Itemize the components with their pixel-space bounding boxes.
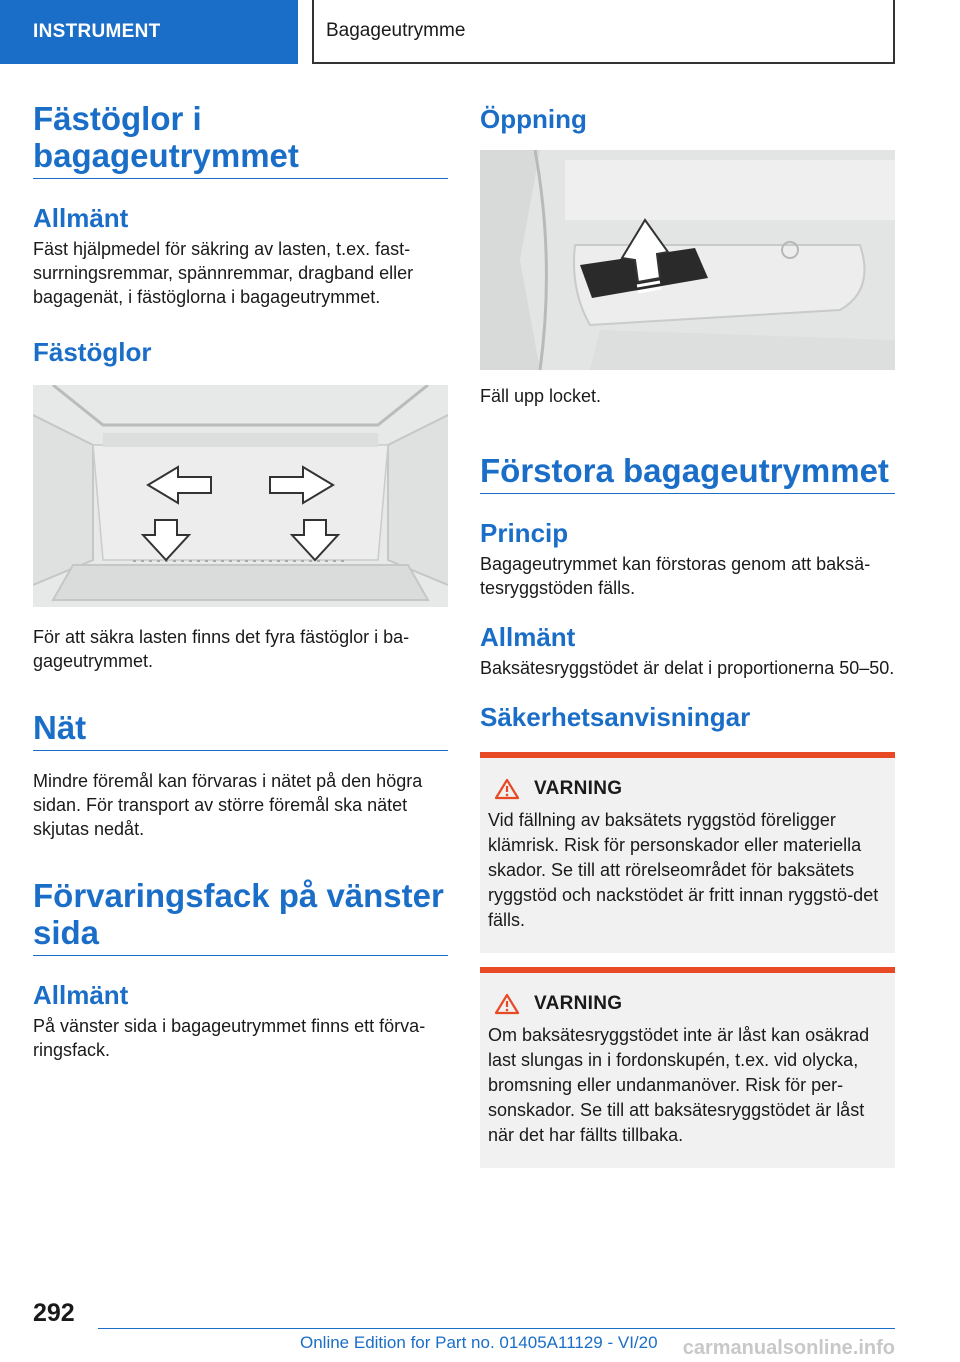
warning-label-1: VARNING <box>534 778 623 799</box>
text-princip: Bagageutrymmet kan förstoras genom att baksä-tesryggstöden fälls. <box>480 554 871 598</box>
heading-allmant-1: Allmänt <box>33 203 129 233</box>
heading-allmant-3: Allmänt <box>33 980 129 1010</box>
trunk-anchors-image <box>33 385 448 607</box>
warning-box-1 <box>480 752 895 953</box>
warning-header-2 <box>488 993 887 1015</box>
heading-nat: Nät <box>33 709 448 751</box>
text-nat: Mindre föremål kan förvaras i nätet på den högra sidan. För transport av större föremål ska nätet skjutas nedåt. <box>33 771 423 839</box>
section-label: INSTRUMENT <box>33 21 161 42</box>
warning-triangle-icon <box>494 993 520 1015</box>
heading-princip: Princip <box>480 518 569 548</box>
heading-sakerhetsanvisningar: Säkerhetsanvisningar <box>480 702 751 732</box>
watermark: carmanualsonline.info <box>682 1337 895 1359</box>
warning-text-2: Om baksätesryggstödet inte är låst kan osäkrad last slungas in i fordonskupén, t.ex. vid olycka, bromsning eller undanmanöver. Risk för per-sonskador. Se till att baksätesryggstödet är låst när det har fällts tillbaka. <box>488 1025 870 1145</box>
warning-label-2: VARNING <box>534 993 623 1014</box>
heading-forstora: Förstora bagageutrymmet <box>480 452 895 494</box>
footer-divider <box>98 1328 895 1329</box>
edition-text: Online Edition for Part no. 01405A11129 - VI/20 <box>300 1333 658 1352</box>
chapter-title-text: Bagageutrymme <box>326 20 466 41</box>
text-allmant-3: På vänster sida i bagageutrymmet finns ett förva-ringsfack. <box>33 1016 426 1060</box>
trunk-anchors-illustration <box>33 385 448 607</box>
warning-header-1 <box>488 778 887 800</box>
left-column <box>33 100 448 1062</box>
compartment-lid-illustration <box>480 150 895 370</box>
page-number: 292 <box>33 1299 75 1327</box>
heading-forvaringsfack: Förvaringsfack på vänster sida <box>33 877 448 956</box>
heading-fastoglor: Fästöglor <box>33 337 152 367</box>
caption-oppning: Fäll upp locket. <box>480 386 602 406</box>
text-allmant-1: Fäst hjälpmedel för säkring av lasten, t.ex. fast-surrningsremmar, spännremmar, dragband eller bagagenät, i fästöglorna i bagageutrymmet. <box>33 239 414 307</box>
warning-triangle-icon <box>494 778 520 800</box>
chapter-title <box>312 0 895 64</box>
right-column <box>480 100 895 1168</box>
text-allmant-4: Baksätesryggstödet är delat i proportionerna 50–50. <box>480 658 895 678</box>
compartment-lid-image <box>480 150 895 370</box>
warning-box-2 <box>480 967 895 1168</box>
heading-allmant-4: Allmänt <box>480 622 576 652</box>
heading-fastoglor-bagageutrymmet: Fästöglor i bagageutrymmet <box>33 100 448 179</box>
caption-fastoglor: För att säkra lasten finns det fyra fästöglor i ba-gageutrymmet. <box>33 627 410 671</box>
section-tab <box>0 0 298 64</box>
heading-oppning: Öppning <box>480 104 587 134</box>
warning-text-1: Vid fällning av baksätets ryggstöd föreligger klämrisk. Risk för personskador eller materiella skador. Se till att rörelseområdet för baksätets ryggstöd och nackstödet är fritt innan ryggstö-det fälls. <box>488 810 879 930</box>
